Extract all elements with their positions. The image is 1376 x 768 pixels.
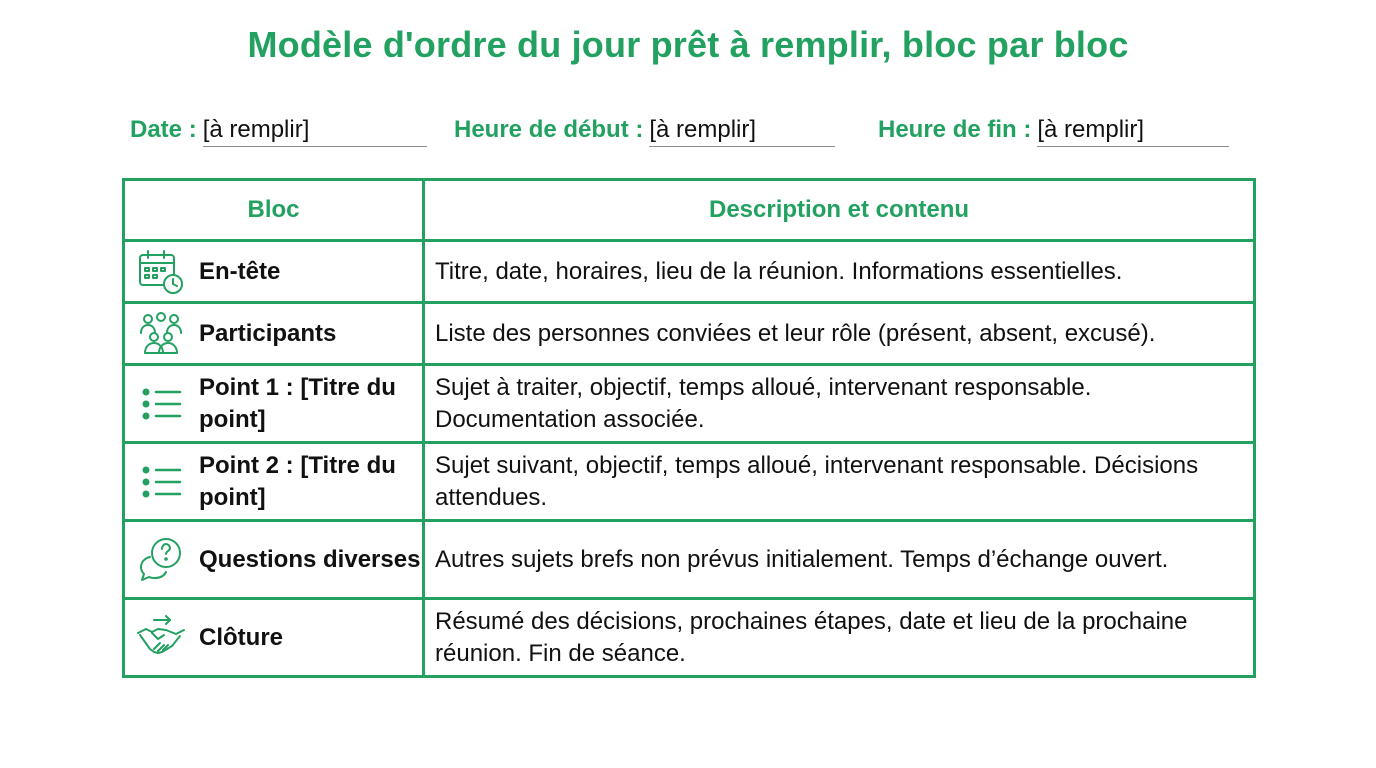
end-time-label: Heure de fin :: [878, 116, 1032, 143]
header-bloc: Bloc: [124, 180, 424, 241]
bloc-name: Questions diverses: [199, 545, 421, 573]
page-title: Modèle d'ordre du jour prêt à remplir, bloc par bloc: [247, 24, 1129, 65]
start-time-label: Heure de début :: [454, 116, 644, 143]
table-row: [124, 599, 1255, 677]
date-value[interactable]: [à remplir]: [203, 116, 427, 147]
bloc-name: Clôture: [199, 623, 283, 651]
bloc-name: Point 1 : [Titre du point]: [199, 373, 396, 433]
end-time-field[interactable]: [878, 116, 1229, 147]
table-row: [124, 365, 1255, 443]
bloc-cell: [124, 443, 424, 521]
description-cell: [424, 303, 1255, 365]
description-text: Titre, date, horaires, lieu de la réunion. Informations essentielles.: [435, 257, 1123, 285]
description-text: Autres sujets brefs non prévus initialement. Temps d’échange ouvert.: [435, 545, 1169, 573]
handshake-icon: [135, 612, 187, 664]
bloc-cell: [124, 365, 424, 443]
start-time-field[interactable]: [454, 116, 835, 147]
description-cell: [424, 521, 1255, 599]
description-cell: [424, 365, 1255, 443]
description-text: Liste des personnes conviées et leur rôle (présent, absent, excusé).: [435, 319, 1156, 347]
date-field[interactable]: [130, 116, 427, 147]
calendar-clock-icon: [135, 246, 187, 298]
participants-group-icon: [135, 308, 187, 360]
table-header-row: [124, 180, 1255, 241]
description-text: Résumé des décisions, prochaines étapes, date et lieu de la prochaine réunion. Fin de séance.: [435, 607, 1188, 667]
bloc-cell: [124, 303, 424, 365]
bloc-cell: [124, 241, 424, 303]
header-description: Description et contenu: [424, 180, 1255, 241]
bloc-name: En-tête: [199, 257, 281, 285]
start-time-value[interactable]: [à remplir]: [649, 116, 835, 147]
bloc-name: Participants: [199, 319, 337, 347]
bloc-name: Point 2 : [Titre du point]: [199, 451, 396, 511]
date-label: Date :: [130, 116, 197, 143]
description-cell: [424, 599, 1255, 677]
description-text: Sujet suivant, objectif, temps alloué, intervenant responsable. Décisions attendues.: [435, 451, 1199, 511]
list-icon: [135, 456, 187, 508]
list-icon: [135, 378, 187, 430]
table-row: [124, 303, 1255, 365]
table-row: [124, 241, 1255, 303]
table-row: [124, 521, 1255, 599]
meeting-fields: [0, 116, 1376, 156]
bloc-cell: [124, 521, 424, 599]
table-row: [124, 443, 1255, 521]
bloc-cell: [124, 599, 424, 677]
description-cell: [424, 443, 1255, 521]
agenda-table: [122, 178, 1256, 678]
description-cell: [424, 241, 1255, 303]
description-text: Sujet à traiter, objectif, temps alloué, intervenant responsable. Documentation associée.: [435, 373, 1092, 433]
end-time-value[interactable]: [à remplir]: [1037, 116, 1229, 147]
question-bubbles-icon: [135, 534, 187, 586]
